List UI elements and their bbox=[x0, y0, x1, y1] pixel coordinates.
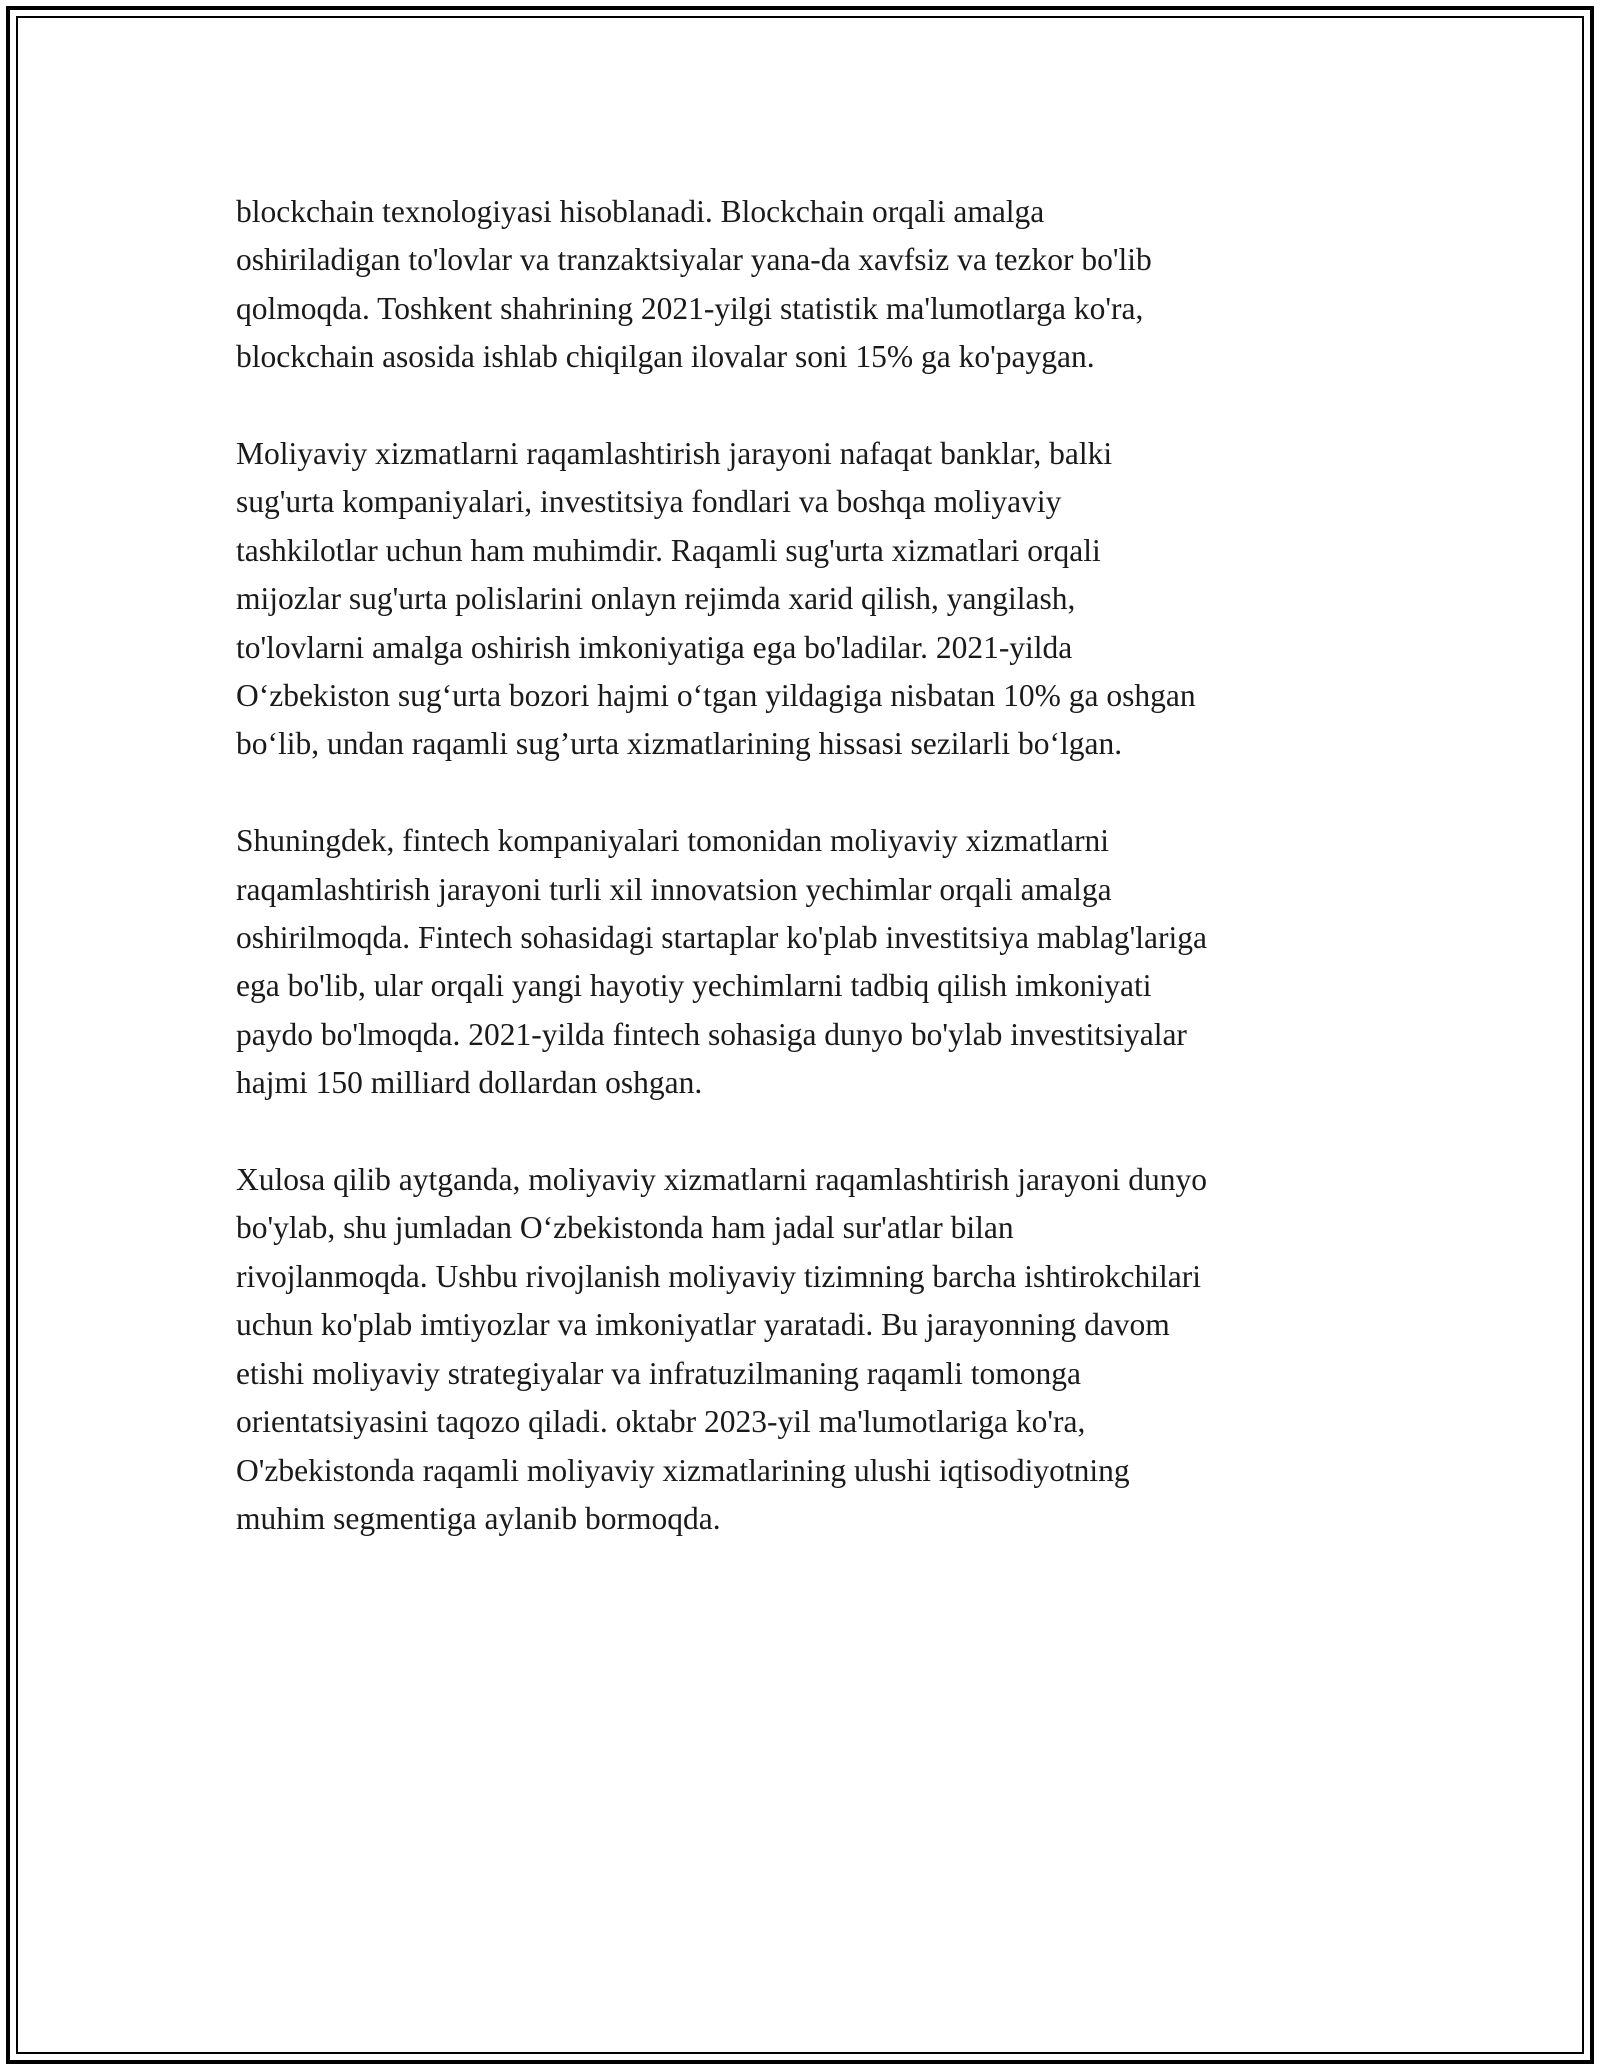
text-line: ega bo'lib, ular orqali yangi hayotiy yechimlarni tadbiq qilish imkoniyati bbox=[236, 968, 1152, 1004]
text-line: uchun ko'plab imtiyozlar va imkoniyatlar yaratadi. Bu jarayonning davom bbox=[236, 1307, 1170, 1343]
text-line: sug'urta kompaniyalari, investitsiya fondlari va boshqa moliyaviy bbox=[236, 484, 1062, 520]
text-line: hajmi 150 milliard dollardan oshgan. bbox=[236, 1065, 703, 1101]
text-line: to'lovlarni amalga oshirish imkoniyatiga ega bo'ladilar. 2021-yilda bbox=[236, 629, 1073, 665]
text-line: paydo bo'lmoqda. 2021-yilda fintech sohasiga dunyo bo'ylab investitsiyalar bbox=[236, 1016, 1187, 1052]
text-line: blockchain asosida ishlab chiqilgan ilovalar soni 15% ga ko'paygan. bbox=[236, 339, 1095, 375]
document-body bbox=[236, 188, 1386, 1592]
paragraph-insurance bbox=[236, 430, 1386, 769]
text-line: Shuningdek, fintech kompaniyalari tomonidan moliyaviy xizmatlarni bbox=[236, 823, 1110, 859]
text-line: etishi moliyaviy strategiyalar va infratuzilmaning raqamli tomonga bbox=[236, 1355, 1082, 1391]
text-line: Moliyaviy xizmatlarni raqamlashtirish jarayoni nafaqat banklar, balki bbox=[236, 436, 1113, 472]
paragraph-conclusion bbox=[236, 1156, 1386, 1543]
text-line: Xulosa qilib aytganda, moliyaviy xizmatlarni raqamlashtirish jarayoni dunyo bbox=[236, 1162, 1208, 1198]
text-line: O'zbekistonda raqamli moliyaviy xizmatlarining ulushi iqtisodiyotning bbox=[236, 1452, 1130, 1488]
paragraph-blockchain bbox=[236, 188, 1386, 382]
text-line: mijozlar sug'urta polislarini onlayn rejimda xarid qilish, yangilash, bbox=[236, 581, 1076, 617]
text-line: blockchain texnologiyasi hisoblanadi. Blockchain orqali amalga bbox=[236, 194, 1045, 229]
text-line: bo'ylab, shu jumladan O‘zbekistonda ham jadal sur'atlar bilan bbox=[236, 1210, 1014, 1246]
text-line: rivojlanmoqda. Ushbu rivojlanish moliyaviy tizimning barcha ishtirokchilari bbox=[236, 1258, 1201, 1294]
text-line: bo‘lib, undan raqamli sug’urta xizmatlarining hissasi sezilarli bo‘lgan. bbox=[236, 726, 1123, 762]
text-line: raqamlashtirish jarayoni turli xil innovatsion yechimlar orqali amalga bbox=[236, 871, 1112, 907]
text-line: tashkilotlar uchun ham muhimdir. Raqamli sug'urta xizmatlari orqali bbox=[236, 532, 1101, 568]
text-line: qolmoqda. Toshkent shahrining 2021-yilgi statistik ma'lumotlarga ko'ra, bbox=[236, 290, 1144, 326]
text-line: oshiriladigan to'lovlar va tranzaktsiyalar yana-da xavfsiz va tezkor bo'lib bbox=[236, 242, 1152, 278]
text-line: oshirilmoqda. Fintech sohasidagi startaplar ko'plab investitsiya mablag'lariga bbox=[236, 920, 1208, 956]
paragraph-fintech bbox=[236, 817, 1386, 1107]
text-line: orientatsiyasini taqozo qiladi. oktabr 2023-yil ma'lumotlariga ko'ra, bbox=[236, 1404, 1086, 1440]
text-line: O‘zbekiston sug‘urta bozori hajmi o‘tgan yildagiga nisbatan 10% ga oshgan bbox=[236, 678, 1196, 714]
text-line: muhim segmentiga aylanib bormoqda. bbox=[236, 1500, 721, 1536]
